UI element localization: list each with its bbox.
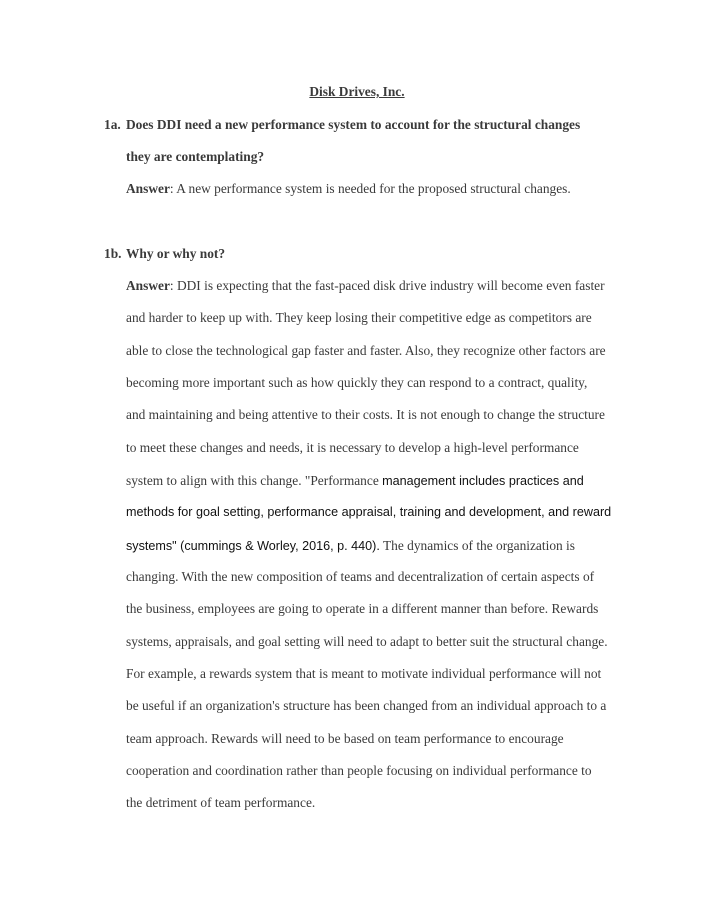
quote-text: management includes practices and <box>382 474 584 488</box>
answer-1b-line-15: team approach. Rewards will need to be based on team performance to encourage <box>126 731 564 746</box>
answer-1a-text: : A new performance system is needed for the proposed structural changes. <box>169 181 571 196</box>
citation-text: systems" (cummings & Worley, 2016, p. 440). <box>126 539 380 553</box>
answer-1b-text: system to align with this change. "Performance <box>126 473 383 488</box>
answer-1b-text: : DDI is expecting that the fast-paced disk drive industry will become even faster <box>169 278 605 293</box>
answer-1b-text: The dynamics of the organization is <box>379 538 575 553</box>
answer-label: Answer <box>126 181 170 196</box>
answer-1b-line-7 <box>126 472 584 490</box>
answer-1b-line-14: be useful if an organization's structure has been changed from an individual approach to a <box>126 698 607 713</box>
answer-1b-line-4: becoming more important such as how quickly they can respond to a contract, quality, <box>126 375 588 390</box>
question-1a-line-2: they are contemplating? <box>126 149 265 164</box>
question-number-1b: 1b. <box>104 246 122 261</box>
answer-1b-line-3: able to close the technological gap faster and faster. Also, they recognize other factors are <box>126 343 606 358</box>
question-number-1a: 1a. <box>104 117 121 132</box>
answer-1b-line-13: For example, a rewards system that is meant to motivate individual performance will not <box>126 666 602 681</box>
question-1b: Why or why not? <box>126 246 226 261</box>
answer-1b-line-1 <box>126 278 605 294</box>
answer-1b-line-12: systems, appraisals, and goal setting will need to adapt to better suit the structural change. <box>126 634 608 649</box>
answer-1b-line-2: and harder to keep up with. They keep losing their competitive edge as competitors are <box>126 310 592 325</box>
answer-1b-line-16: cooperation and coordination rather than people focusing on individual performance to <box>126 763 592 778</box>
answer-1b-line-9 <box>126 537 575 555</box>
answer-1b-line-6: to meet these changes and needs, it is necessary to develop a high-level performance <box>126 440 579 455</box>
answer-1b-line-17: the detriment of team performance. <box>126 795 316 810</box>
answer-1b-line-5: and maintaining and being attentive to their costs. It is not enough to change the structure <box>126 407 605 422</box>
answer-label: Answer <box>126 278 170 293</box>
document-title: Disk Drives, Inc. <box>309 84 405 99</box>
answer-1b-line-11: the business, employees are going to operate in a different manner than before. Rewards <box>126 601 599 616</box>
answer-1a <box>126 181 571 197</box>
question-1a-line-1: Does DDI need a new performance system to account for the structural changes <box>126 117 581 132</box>
answer-1b-line-8: methods for goal setting, performance appraisal, training and development, and reward <box>126 505 612 519</box>
answer-1b-line-10: changing. With the new composition of teams and decentralization of certain aspects of <box>126 569 595 584</box>
